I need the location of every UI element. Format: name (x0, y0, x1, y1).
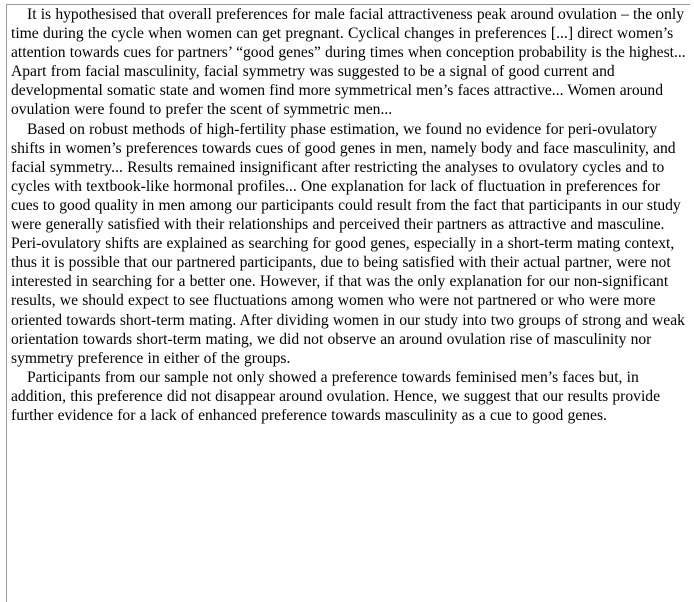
document-page (11, 5, 689, 425)
paragraph-2: Based on robust methods of high-fertility phase estimation, we found no evidence for peri-ovulatory shifts in women’s preferences towards cues of good genes in men, namely body and face masculinity, and facial symmetry... Results remained insignificant after restricting the analyses to ovulatory cycles and to cycles with textbook-like hormonal profiles... One explanation for lack of fluctuation in preferences for cues to good quality in men among our participants could result from the fact that participants in our study were generally satisfied with their relationships and perceived their partners as attractive and masculine. Peri-ovulatory shifts are explained as searching for good genes, especially in a short-term mating context, thus it is possible that our partnered participants, due to being satisfied with their actual partner, were not interested in searching for a better one. However, if that was the only explanation for our non-significant results, we should expect to see fluctuations among women who were not partnered or who were more oriented towards short-term mating. After dividing women in our study into two groups of strong and weak orientation towards short-term mating, we did not observe an around ovulation rise of masculinity nor symmetry preference in either of the groups. (11, 120, 685, 367)
paragraph-3: Participants from our sample not only showed a preference towards feminised men’s faces but, in addition, this preference did not disappear around ovulation. Hence, we suggest that our results provide further evidence for a lack of enhanced preference towards masculinity as a cue to good genes. (11, 368, 660, 424)
paragraph-1: It is hypothesised that overall preferences for male facial attractiveness peak around ovulation – the only time during the cycle when women can get pregnant. Cyclical changes in preferences [...] direct women’s attention towards cues for partners’ “good genes” during times when conception probability is the highest... Apart from facial masculinity, facial symmetry was suggested to be a signal of good current and developmental somatic state and women find more symmetrical men’s faces attractive... Women around ovulation were found to prefer the scent of symmetric men... (11, 6, 686, 119)
document-frame (6, 4, 690, 602)
